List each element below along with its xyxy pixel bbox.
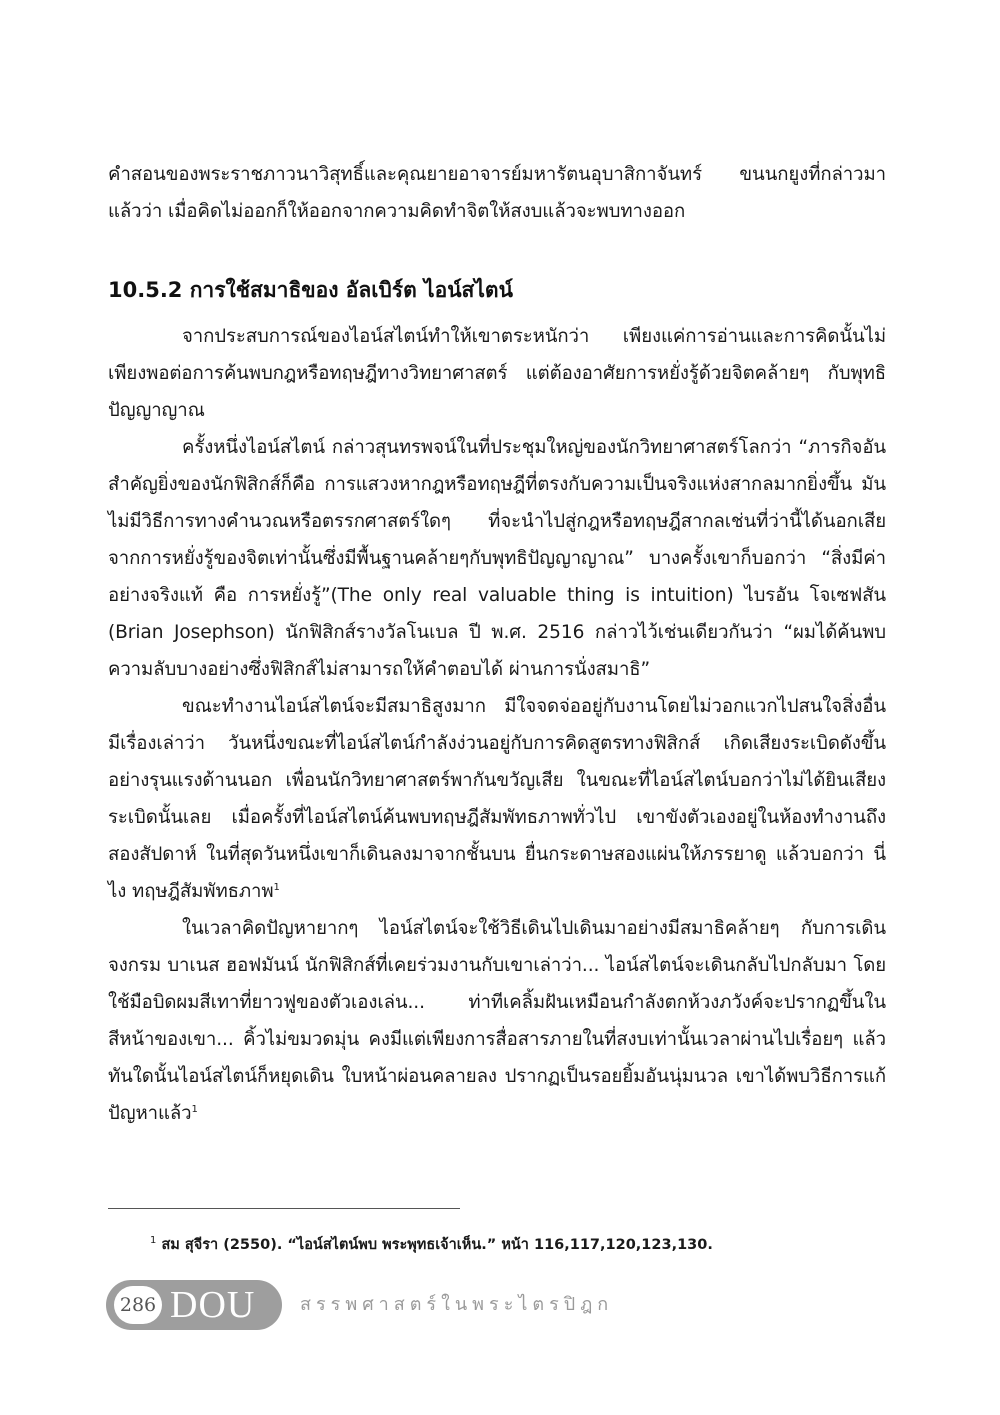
dou-logo: DOU [170, 1284, 256, 1326]
paragraph-walking-text: ในเวลาคิดปัญหายากๆ ไอน์สไตน์จะใช้วิธีเดินไปเดินมาอย่างมีสมาธิคล้ายๆ กับการเดินจงกรม บาเนส ฮอฟมันน์ นักฟิสิกส์ที่เคยร่วมงานกับเขาเล่าว่า... ไอน์สไตน์จะเดินกลับไปกลับมา โดยใช้มือบิดผมสีเทาที่ยาวฟูของตัวเองเล่น... ท่าทีเคลิ้มฝันเหมือนกำลังตกห้วงภวังค์จะปรากฏขึ้นในสีหน้าของเขา... คิ้วไม่ขมวดมุ่น คงมีแต่เพียงการสื่อสารภายในที่สงบเท่านั้นเวลาผ่านไปเรื่อยๆ แล้วทันใดนั้นไอน์สไตน์ก็หยุดเดิน ใบหน้าผ่อนคลายลง ปรากฏเป็นรอยยิ้มอันนุ่มนวล เขาได้พบวิธีการแก้ปัญหาแล้ว [108, 918, 886, 1124]
book-title: สรรพศาสตร์ในพระไตรปิฎก [300, 1294, 614, 1315]
footnote-reference[interactable]: 1 [191, 1103, 198, 1115]
footnote-reference[interactable]: 1 [273, 881, 280, 893]
section-heading: 10.5.2 การใช้สมาธิของ อัลเบิร์ต ไอน์สไตน์ [108, 278, 513, 302]
paragraph-concentration [108, 688, 886, 910]
page-number: 286 [114, 1286, 162, 1324]
paragraph-concentration-text: ขณะทำงานไอน์สไตน์จะมีสมาธิสูงมาก มีใจจดจ่ออยู่กับงานโดยไม่วอกแวกไปสนใจสิ่งอื่น มีเรื่องเล่าว่า วันหนึ่งขณะที่ไอน์สไตน์กำลังง่วนอยู่กับการคิดสูตรทางฟิสิกส์ เกิดเสียงระเบิดดังขึ้นอย่างรุนแรงด้านนอก เพื่อนนักวิทยาศาสตร์พากันขวัญเสีย ในขณะที่ไอน์สไตน์บอกว่าไม่ได้ยินเสียงระเบิดนั้นเลย เมื่อครั้งที่ไอน์สไตน์ค้นพบทฤษฎีสัมพัทธภาพทั่วไป เขาขังตัวเองอยู่ในห้องทำงานถึงสองสัปดาห์ ในที่สุดวันหนึ่งเขาก็เดินลงมาจากชั้นบน ยื่นกระดาษสองแผ่นให้ภรรยาดู แล้วบอกว่า นี่ไง ทฤษฎีสัมพัทธภาพ [108, 696, 886, 902]
paragraph-experience: จากประสบการณ์ของไอน์สไตน์ทำให้เขาตระหนักว่า เพียงแค่การอ่านและการคิดนั้นไม่เพียงพอต่อการค้นพบกฎหรือทฤษฎีทางวิทยาศาสตร์ แต่ต้องอาศัยการหยั่งรู้ด้วยจิตคล้ายๆ กับพุทธิปัญญาญาณ [108, 326, 886, 421]
footnote [150, 1234, 890, 1256]
footnote-mark: 1 [150, 1235, 157, 1247]
footnote-divider [108, 1208, 460, 1209]
footnote-text: สม สุจีรา (2550). “ไอน์สไตน์พบ พระพุทธเจ้าเห็น.” หน้า 116,117,120,123,130. [161, 1237, 713, 1253]
paragraph-speech: ครั้งหนึ่งไอน์สไตน์ กล่าวสุนทรพจน์ในที่ประชุมใหญ่ของนักวิทยาศาสตร์โลกว่า “ภารกิจอันสำคัญยิ่งของนักฟิสิกส์ก็คือ การแสวงหากฎหรือทฤษฎีที่ตรงกับความเป็นจริงแห่งสากลมากยิ่งขึ้น มันไม่มีวิธีการทางคำนวณหรือตรรกศาสตร์ใดๆ ที่จะนำไปสู่กฎหรือทฤษฎีสากลเช่นที่ว่านี้ได้นอกเสียจากการหยั่งรู้ของจิตเท่านั้นซึ่งมีพื้นฐานคล้ายๆกับพุทธิปัญญาญาณ” บางครั้งเขาก็บอกว่า “สิ่งมีค่าอย่างจริงแท้ คือ การหยั่งรู้”(The only real valuable thing is intuition) ไบรอัน โจเซฟสัน (Brian Josephson) นักฟิสิกส์รางวัลโนเบล ปี พ.ศ. 2516 กล่าวไว้เช่นเดียวกันว่า “ผมได้ค้นพบความลับบางอย่างซึ่งฟิสิกส์ไม่สามารถให้คำตอบได้ ผ่านการนั่งสมาธิ” [108, 437, 886, 680]
paragraph-walking [108, 910, 886, 1132]
page-body [108, 156, 886, 1132]
paragraph-intro: คำสอนของพระราชภาวนาวิสุทธิ์และคุณยายอาจารย์มหารัตนอุบาสิกาจันทร์ ขนนกยูงที่กล่าวมาแล้วว่า เมื่อคิดไม่ออกก็ให้ออกจากความคิดทำจิตให้สงบแล้วจะพบทางออก [108, 164, 886, 222]
